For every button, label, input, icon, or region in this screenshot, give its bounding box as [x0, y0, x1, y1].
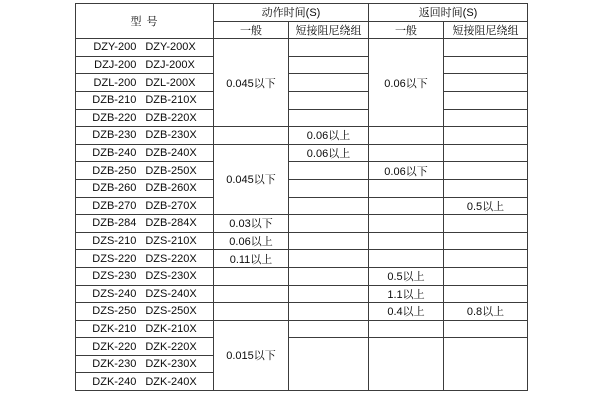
- return-damping-cell: [444, 320, 528, 338]
- model-cell: [76, 267, 214, 285]
- action-damping-cell: [289, 56, 369, 74]
- model-name-x: DZY-200X: [145, 41, 196, 54]
- return-damping-cell: [444, 91, 528, 109]
- return-damping-cell: [444, 127, 528, 145]
- table-row: [76, 91, 528, 109]
- model-cell: [76, 127, 214, 145]
- model-cell: [76, 338, 214, 356]
- model-cell: [76, 303, 214, 321]
- model-name-x: DZS-240X: [145, 287, 197, 300]
- model-name-x: DZJ-200X: [145, 59, 195, 72]
- table-row: [76, 320, 528, 338]
- action-general-cell: [214, 285, 289, 303]
- return-general-cell: [369, 215, 444, 233]
- model-cell: [76, 250, 214, 268]
- return-damping-cell: [444, 109, 528, 127]
- action-general-cell: 0.045以下: [214, 39, 289, 127]
- table-row: [76, 109, 528, 127]
- model-cell: [76, 215, 214, 233]
- action-damping-cell: 0.06以上: [289, 127, 369, 145]
- table-row: [76, 215, 528, 233]
- return-general-cell: [369, 127, 444, 145]
- model-name: DZS-220: [92, 252, 137, 265]
- model-name-x: DZB-284X: [145, 217, 197, 230]
- model-name-x: DZK-240X: [145, 375, 197, 388]
- return-damping-cell: 0.5以上: [444, 197, 528, 215]
- model-name: DZS-210: [92, 235, 137, 248]
- model-name-x: DZK-210X: [145, 322, 197, 335]
- model-name: DZB-220: [92, 111, 137, 124]
- return-general-cell: [369, 144, 444, 162]
- model-name: DZB-240: [92, 147, 137, 160]
- table-row: [76, 285, 528, 303]
- model-cell: [76, 232, 214, 250]
- model-cell: [76, 144, 214, 162]
- return-damping-cell: [444, 179, 528, 197]
- model-name-x: DZB-240X: [145, 147, 197, 160]
- model-name-x: DZK-230X: [145, 358, 197, 371]
- return-general-cell: [369, 338, 444, 391]
- action-general-cell: [214, 267, 289, 285]
- model-name-x: DZS-210X: [145, 235, 197, 248]
- model-name-x: DZB-270X: [145, 199, 197, 212]
- model-cell: [76, 373, 214, 391]
- action-damping-cell: [289, 109, 369, 127]
- header-action-general: 一般: [214, 21, 289, 39]
- model-name: DZK-240: [92, 375, 137, 388]
- model-name-x: DZL-200X: [145, 76, 196, 89]
- action-general-cell: [214, 127, 289, 145]
- model-name: DZK-220: [92, 340, 137, 353]
- model-name-x: DZB-210X: [145, 94, 197, 107]
- action-damping-cell: [289, 179, 369, 197]
- model-name: DZB-250: [92, 164, 137, 177]
- action-general-cell: 0.03以下: [214, 215, 289, 233]
- action-damping-cell: 0.06以上: [289, 144, 369, 162]
- table-row: [76, 232, 528, 250]
- table-row: [76, 267, 528, 285]
- header-return-time: 返回时间(S): [369, 4, 528, 22]
- return-general-cell: [369, 197, 444, 215]
- table-row: [76, 338, 528, 356]
- action-general-cell: [214, 303, 289, 321]
- return-general-cell: [369, 179, 444, 197]
- header-model: 型 号: [76, 4, 214, 39]
- return-general-cell: [369, 250, 444, 268]
- action-general-cell: 0.015以下: [214, 320, 289, 390]
- model-name: DZK-210: [92, 322, 137, 335]
- action-damping-cell: [289, 320, 369, 338]
- model-name: DZS-250: [92, 305, 137, 318]
- return-damping-cell: [444, 56, 528, 74]
- model-name-x: DZB-260X: [145, 182, 197, 195]
- table-row: [76, 56, 528, 74]
- model-name: DZS-240: [92, 287, 137, 300]
- action-damping-cell: [289, 338, 369, 391]
- header-action-time: 动作时间(S): [214, 4, 369, 22]
- model-name: DZK-230: [92, 358, 137, 371]
- model-name: DZB-270: [92, 199, 137, 212]
- return-general-cell: 0.4以上: [369, 303, 444, 321]
- action-damping-cell: [289, 197, 369, 215]
- return-damping-cell: [444, 144, 528, 162]
- model-cell: [76, 162, 214, 180]
- model-cell: [76, 355, 214, 373]
- action-damping-cell: [289, 267, 369, 285]
- model-cell: [76, 74, 214, 92]
- model-name: DZB-260: [92, 182, 137, 195]
- return-damping-cell: [444, 162, 528, 180]
- table-row: [76, 144, 528, 162]
- action-damping-cell: [289, 303, 369, 321]
- return-damping-cell: [444, 215, 528, 233]
- model-name-x: DZB-230X: [145, 129, 197, 142]
- model-name: DZJ-200: [94, 59, 137, 72]
- model-cell: [76, 320, 214, 338]
- table-row: [76, 162, 528, 180]
- model-name-x: DZK-220X: [145, 340, 197, 353]
- action-damping-cell: [289, 250, 369, 268]
- model-name: DZY-200: [93, 41, 137, 54]
- model-name-x: DZS-230X: [145, 270, 197, 283]
- action-damping-cell: [289, 232, 369, 250]
- action-damping-cell: [289, 285, 369, 303]
- model-cell: [76, 179, 214, 197]
- model-name: DZS-230: [92, 270, 137, 283]
- return-damping-cell: [444, 39, 528, 57]
- table-row: [76, 74, 528, 92]
- header-action-damping: 短接阻尼绕组: [289, 21, 369, 39]
- model-name: DZB-230: [92, 129, 137, 142]
- return-damping-cell: [444, 232, 528, 250]
- model-cell: [76, 285, 214, 303]
- model-name-x: DZB-250X: [145, 164, 197, 177]
- return-damping-cell: [444, 338, 528, 391]
- return-general-cell: [369, 232, 444, 250]
- model-cell: [76, 39, 214, 57]
- model-name: DZB-284: [92, 217, 137, 230]
- action-general-cell: 0.06以上: [214, 232, 289, 250]
- model-name-x: DZS-250X: [145, 305, 197, 318]
- return-general-cell: 0.06以下: [369, 39, 444, 127]
- model-cell: [76, 109, 214, 127]
- model-name: DZB-210: [92, 94, 137, 107]
- return-damping-cell: 0.8以上: [444, 303, 528, 321]
- action-damping-cell: [289, 39, 369, 57]
- return-damping-cell: [444, 267, 528, 285]
- model-cell: [76, 91, 214, 109]
- header-row-1: [76, 4, 528, 22]
- model-name-x: DZS-220X: [145, 252, 197, 265]
- action-damping-cell: [289, 91, 369, 109]
- table-row: [76, 39, 528, 57]
- model-name-x: DZB-220X: [145, 111, 197, 124]
- table-row: [76, 197, 528, 215]
- model-name: DZL-200: [93, 76, 137, 89]
- return-general-cell: 1.1以上: [369, 285, 444, 303]
- return-general-cell: [369, 320, 444, 338]
- table-row: [76, 250, 528, 268]
- header-return-damping: 短接阻尼绕组: [444, 21, 528, 39]
- action-damping-cell: [289, 162, 369, 180]
- header-return-general: 一般: [369, 21, 444, 39]
- table-row: [76, 303, 528, 321]
- action-general-cell: 0.045以下: [214, 144, 289, 214]
- action-damping-cell: [289, 215, 369, 233]
- model-cell: [76, 56, 214, 74]
- action-damping-cell: [289, 74, 369, 92]
- return-damping-cell: [444, 250, 528, 268]
- relay-spec-table: [75, 3, 528, 391]
- model-cell: [76, 197, 214, 215]
- return-damping-cell: [444, 285, 528, 303]
- return-general-cell: 0.06以下: [369, 162, 444, 180]
- return-general-cell: 0.5以上: [369, 267, 444, 285]
- table-row: [76, 127, 528, 145]
- return-damping-cell: [444, 74, 528, 92]
- table-row: [76, 179, 528, 197]
- action-general-cell: 0.11以上: [214, 250, 289, 268]
